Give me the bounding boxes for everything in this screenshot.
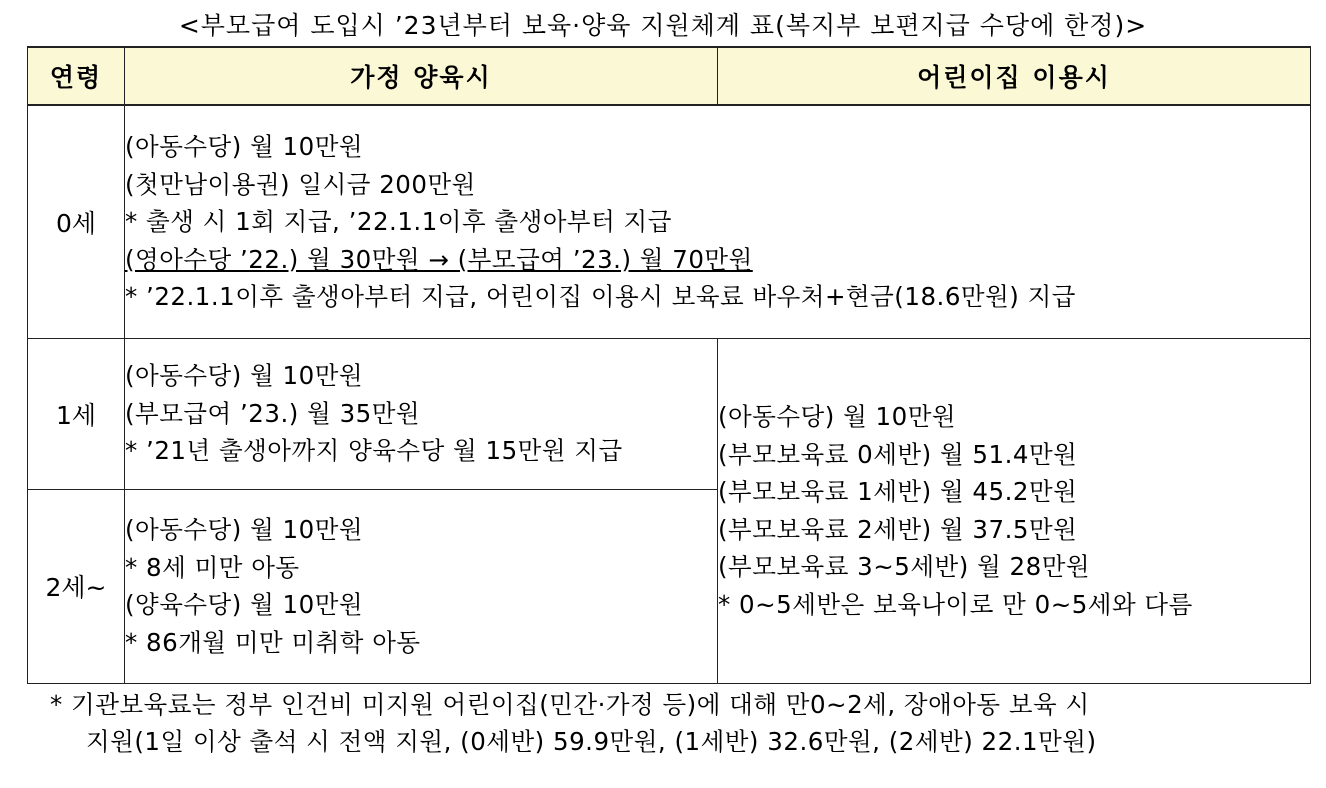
age-0-line xyxy=(125,241,1310,279)
age-0-line: (첫만남이용권) 일시금 200만원 xyxy=(125,169,476,199)
age-1-home-benefits xyxy=(125,338,718,489)
age-0-benefits xyxy=(125,105,1311,338)
daycare-benefits xyxy=(718,338,1311,683)
row-age-1 xyxy=(28,338,1311,489)
age-1-line: * ’21년 출생아까지 양육수당 월 15만원 지급 xyxy=(125,436,623,466)
age-0-line: * 출생 시 1회 지급, ’22.1.1이후 출생아부터 지급 xyxy=(125,207,672,236)
age-0-line: (아동수당) 월 10만원 xyxy=(125,132,364,161)
footnote xyxy=(50,686,1300,760)
age-2-line: (양육수당) 월 10만원 xyxy=(125,590,364,619)
support-table xyxy=(27,46,1311,684)
daycare-line: (부모보육료 1세반) 월 45.2만원 xyxy=(718,477,1078,506)
daycare-line: * 0~5세반은 보육나이로 만 0~5세와 다름 xyxy=(718,589,1193,619)
age-2-line: * 86개월 미만 미취학 아동 xyxy=(125,627,421,657)
age-0-underlined-line: (영아수당 ’22.) 월 30만원 → (부모급여 ’23.) 월 70만원 xyxy=(125,244,753,274)
age-2-line: (아동수당) 월 10만원 xyxy=(125,515,364,544)
age-1-line: (아동수당) 월 10만원 xyxy=(125,361,364,391)
age-2-line: * 8세 미만 아동 xyxy=(125,552,300,582)
daycare-line: (부모보육료 0세반) 월 51.4만원 xyxy=(718,439,1078,469)
row-age-0 xyxy=(28,105,1311,338)
footnote-line-2: 지원(1일 이상 출석 시 전액 지원, (0세반) 59.9만원, (1세반) 32.6만원, (2세반) 22.1만원) xyxy=(86,727,1097,756)
age-label-1: 1세 xyxy=(28,338,125,489)
daycare-line: (아동수당) 월 10만원 xyxy=(718,402,957,431)
age-label-0: 0세 xyxy=(28,105,125,338)
header-daycare: 어린이집 이용시 xyxy=(718,47,1311,105)
daycare-line: (부모보육료 2세반) 월 37.5만원 xyxy=(718,514,1078,544)
age-label-2: 2세~ xyxy=(28,489,125,683)
age-0-line: * ’22.1.1이후 출생아부터 지급, 어린이집 이용시 보육료 바우처+현금(18.6만원) 지급 xyxy=(125,282,1076,311)
age-2-home-benefits xyxy=(125,489,718,683)
table-caption: <부모급여 도입시 ’23년부터 보육·양육 지원체계 표(복지부 보편지급 수당에 한정)> xyxy=(178,11,1148,40)
footnote-line-1: * 기관보육료는 정부 인건비 미지원 어린이집(민간·가정 등)에 대해 만0~2세, 장애아동 보육 시 xyxy=(50,690,1090,719)
daycare-line: (부모보육료 3~5세반) 월 28만원 xyxy=(718,552,1091,581)
header-home-care: 가정 양육시 xyxy=(125,47,718,105)
age-1-line: (부모급여 ’23.) 월 35만원 xyxy=(125,398,421,428)
header-row xyxy=(28,47,1311,105)
header-age: 연령 xyxy=(28,47,125,105)
